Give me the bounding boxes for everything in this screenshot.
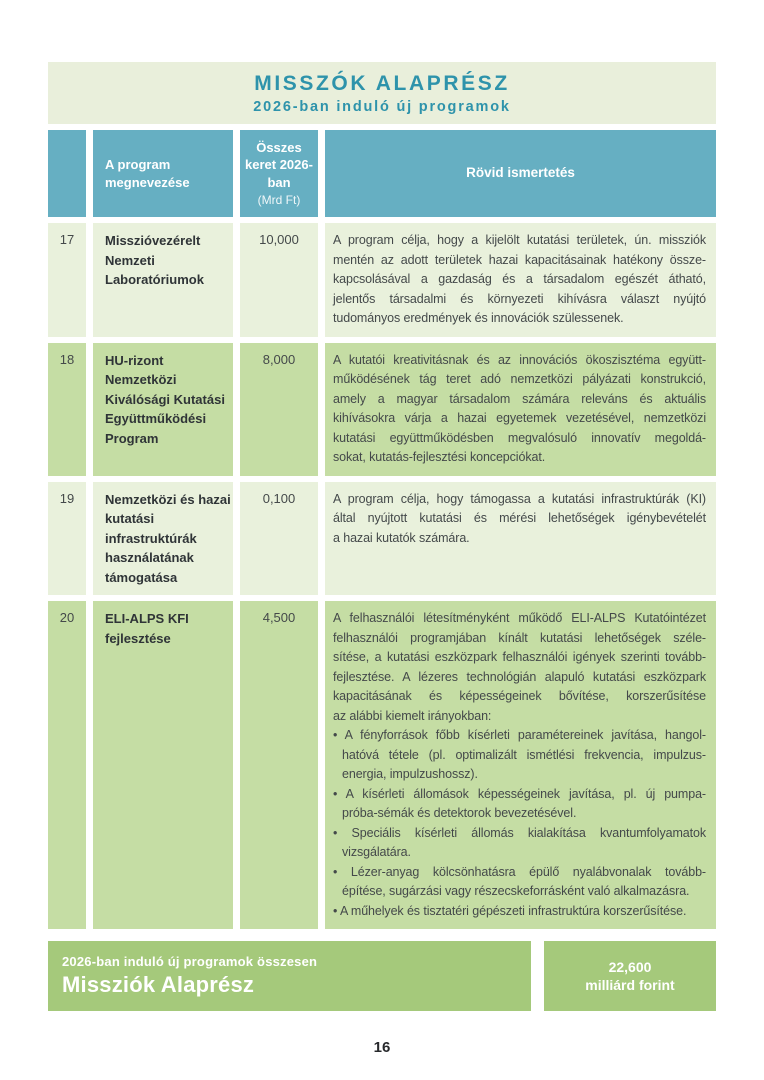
- row-number: 18: [48, 343, 86, 476]
- row-number: 17: [48, 223, 86, 337]
- header-budget-label: Összes keret 2026-ban: [245, 139, 313, 190]
- page-number: 16: [373, 1039, 391, 1056]
- program-description: A program célja, hogy a kijelölt kutatási területek, ún. missziók mentén az adott területek hazai kapacitásainak hatékony össze- kapcsolásával a gazdaság és a társadalom egészét átható, jelentős társadalmi és környezeti kihívásra választ nyújtó tudományos eredmények és innovációk szülessenek.: [325, 223, 716, 337]
- totals-amount: 22,600: [608, 959, 652, 975]
- table-row: [48, 343, 716, 476]
- header-program-name: A program megnevezése: [93, 130, 233, 217]
- budget-value: 10,000: [240, 223, 318, 337]
- program-name: Misszióvezérelt Nemzeti Laboratóriumok: [93, 223, 233, 337]
- header-number-cell: [48, 130, 86, 217]
- table-row: [48, 601, 716, 929]
- program-name: HU-rizont Nemzetközi Kiválósági Kutatási Együttműködési Program: [93, 343, 233, 476]
- totals-title: Missziók Alaprész: [62, 972, 255, 997]
- budget-value: 0,100: [240, 482, 318, 596]
- budget-value: 4,500: [240, 601, 318, 929]
- row-number: 19: [48, 482, 86, 596]
- table-header-row: [48, 130, 716, 217]
- header-budget-unit: (Mrd Ft): [257, 193, 301, 208]
- title-band: [48, 62, 716, 124]
- table-row: [48, 223, 716, 337]
- totals-label: 2026-ban induló új programok összesen: [62, 954, 318, 969]
- totals-unit: milliárd forint: [585, 977, 675, 993]
- page-title: MISSZÓK ALAPRÉSZ: [254, 71, 510, 95]
- program-name: ELI-ALPS KFI fejlesztése: [93, 601, 233, 929]
- totals-label-block: [48, 941, 531, 1011]
- page-subtitle: 2026-ban induló új programok: [253, 98, 511, 115]
- table-row: [48, 482, 716, 596]
- program-description: A program célja, hogy támogassa a kutatási infrastruktúrák (KI) által nyújtott kutatási és mérési lehetőségek igénybevételét a hazai kutatók számára.: [325, 482, 716, 596]
- program-description: A kutatói kreativitásnak és az innovációs ökoszisztéma együtt- működésének tág teret adó nemzetközi pályázati konstrukció, amely a magyar társadalom számára releváns és aktuális kihívásokra várja a hazai egyetemek vezetésével, nemzetközi kutatási együttműködésben megvalósuló innovatív megoldá- sokat, kutatás-fejlesztési koncepciókat.: [325, 343, 716, 476]
- program-name: Nemzetközi és hazai kutatási infrastruktúrák használatának támogatása: [93, 482, 233, 596]
- header-budget: [240, 130, 318, 217]
- row-number: 20: [48, 601, 86, 929]
- totals-amount-block: [544, 941, 716, 1011]
- program-description: A felhasználói létesítményként működő ELI-ALPS Kutatóintézet felhasználói programjában kínált kutatási lehetőségek széle- sítése, a kutatási eszközpark felhasználói igények szerinti tovább- fejlesztése. A lézeres technológián alapuló kutatási eszközpark kapacitásának és képességeinek bővítése, korszerűsítése az alábbi kiemelt irányokban: • A fényforrások főbb kísérleti paramétereinek javítása, hangol- hatóvá tétele (pl. optimalizált ismétlési frekvencia, impulzus- energia, impulzushossz). • A kísérleti állomások képességeinek javítása, pl. új pumpa- próba-sémák és detektorok bevezetésével. • Speciális kísérleti állomás kialakítása kvantumfolyamatok vizsgálatára. • Lézer-anyag kölcsönhatásra épülő nyalábvonalak tovább- építése, sugárzási vagy részecskeforrásként való alkalmazásra. • A műhelyek és tisztatéri gépészeti infrastruktúra korszerűsítése.: [325, 601, 716, 929]
- budget-value: 8,000: [240, 343, 318, 476]
- totals-bar: [48, 941, 716, 1011]
- programs-table: [48, 130, 716, 929]
- header-description: Rövid ismertetés: [325, 130, 716, 217]
